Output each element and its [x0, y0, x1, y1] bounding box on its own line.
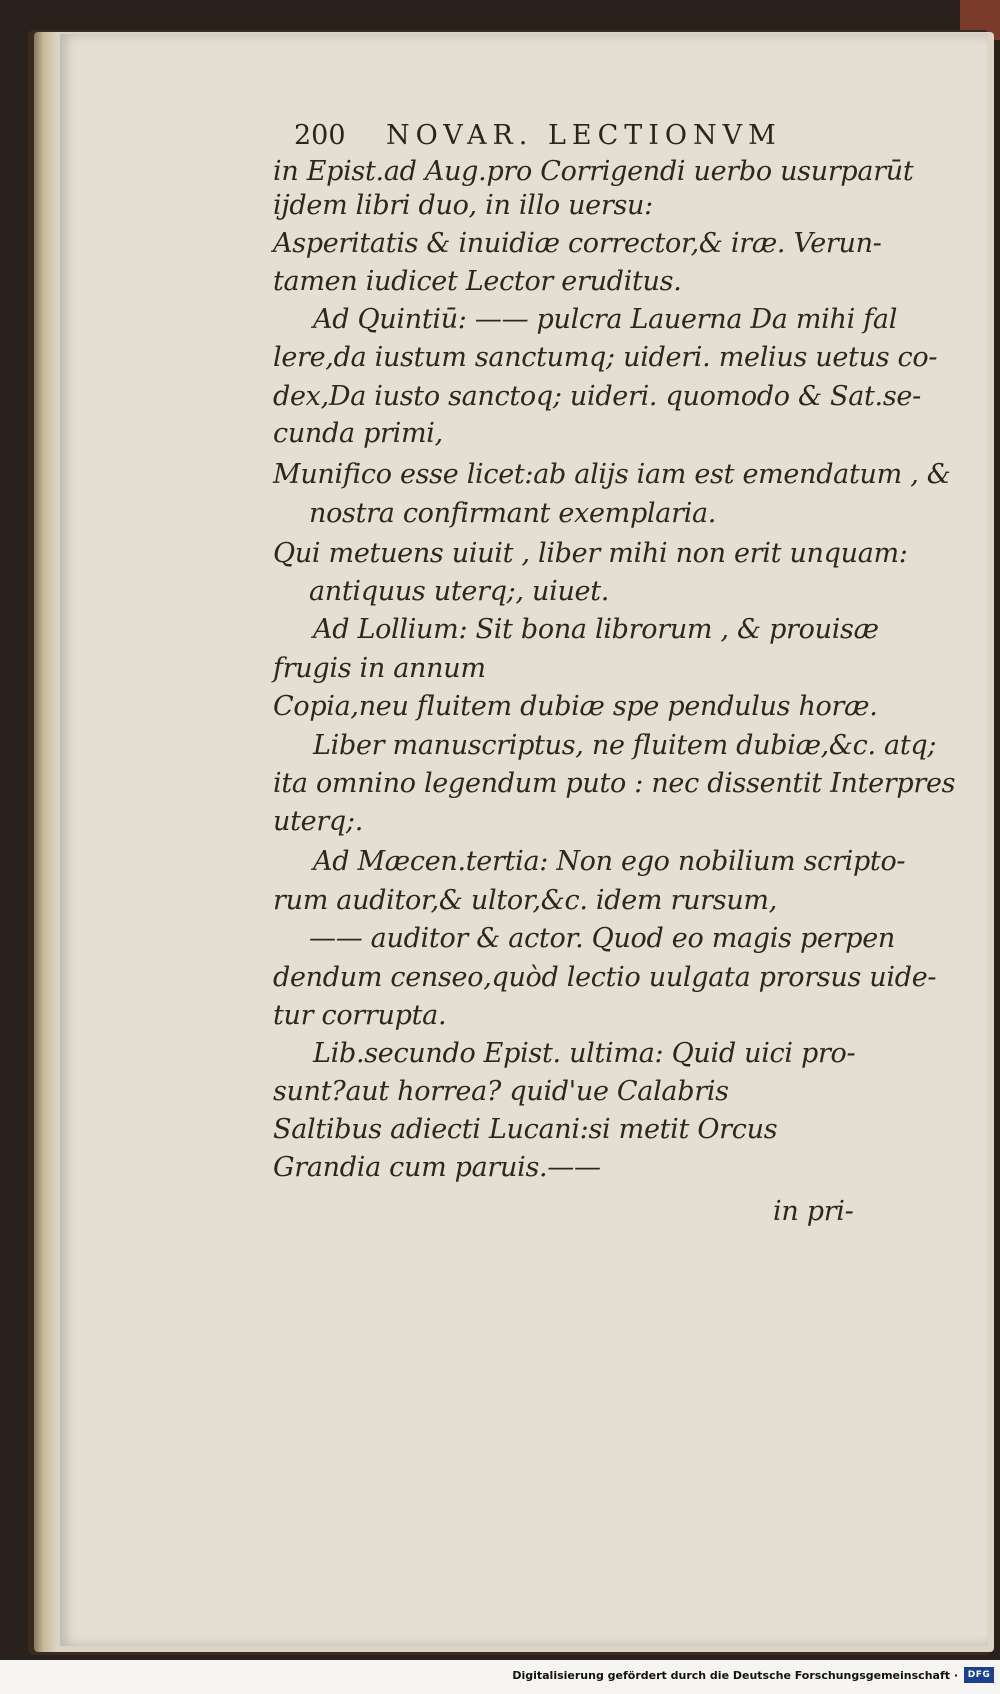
- text-line: dex,Da iusto sanctoq; uideri. quomodo & Sat.se-: [273, 381, 921, 412]
- catchword: in pri-: [773, 1196, 854, 1227]
- text-line: tur corrupta.: [273, 1000, 447, 1031]
- text-line: ita omnino legendum puto : nec dissentit Interpres: [273, 768, 956, 799]
- text-line: Copia,neu fluitem dubiæ spe pendulus horæ.: [273, 691, 878, 722]
- text-line: cunda primi,: [273, 418, 443, 449]
- text-line: ijdem libri duo, in illo uersu:: [273, 190, 653, 221]
- text-line: Lib.secundo Epist. ultima: Quid uici pro-: [313, 1038, 856, 1069]
- text-line: Ad Lollium: Sit bona librorum , & prouisæ: [313, 614, 879, 645]
- text-line: Liber manuscriptus, ne fluitem dubiæ,&c. atq;: [313, 730, 937, 761]
- text-line: —— auditor & actor. Quod eo magis perpen: [309, 923, 895, 954]
- dfg-logo-icon: DFG: [964, 1667, 994, 1683]
- text-line: tamen iudicet Lector eruditus.: [273, 266, 682, 297]
- text-line: dendum censeo,quòd lectio uulgata prorsus uide-: [273, 962, 937, 993]
- text-line: Asperitatis & inuidiæ corrector,& iræ. Verun-: [273, 228, 882, 259]
- text-line: rum auditor,& ultor,&c. idem rursum,: [273, 885, 778, 916]
- digitization-footer: [0, 1660, 1000, 1694]
- text-line: nostra confirmant exemplaria.: [309, 498, 717, 529]
- page-header: [294, 120, 934, 160]
- text-line: Munifico esse licet:ab alijs iam est emendatum , &: [273, 459, 951, 490]
- text-line: Saltibus adiecti Lucani:si metit Orcus: [273, 1114, 778, 1145]
- text-line: Ad Quintiū: —— pulcra Lauerna Da mihi fal: [313, 304, 898, 335]
- text-line: frugis in annum: [273, 653, 486, 684]
- text-line: sunt?aut horrea? quid'ue Calabris: [273, 1076, 729, 1107]
- text-line: antiquus uterq;, uiuet.: [309, 576, 610, 607]
- text-line: Grandia cum paruis.——: [273, 1152, 601, 1183]
- funding-credit: Digitalisierung gefördert durch die Deutsche Forschungsgemeinschaft ·: [512, 1669, 958, 1682]
- page-number: 200: [294, 120, 346, 151]
- text-line: Qui metuens uiuit , liber mihi non erit unquam:: [273, 538, 908, 569]
- text-line: Ad Mæcen.tertia: Non ego nobilium scripto-: [313, 846, 906, 877]
- text-line: lere,da iustum sanctumq; uideri. melius uetus co-: [273, 342, 938, 373]
- running-head: NOVAR. LECTIONVM: [386, 120, 782, 151]
- text-line: in Epist.ad Aug.pro Corrigendi uerbo usurparūt: [273, 156, 914, 187]
- text-line: uterq;.: [273, 806, 363, 837]
